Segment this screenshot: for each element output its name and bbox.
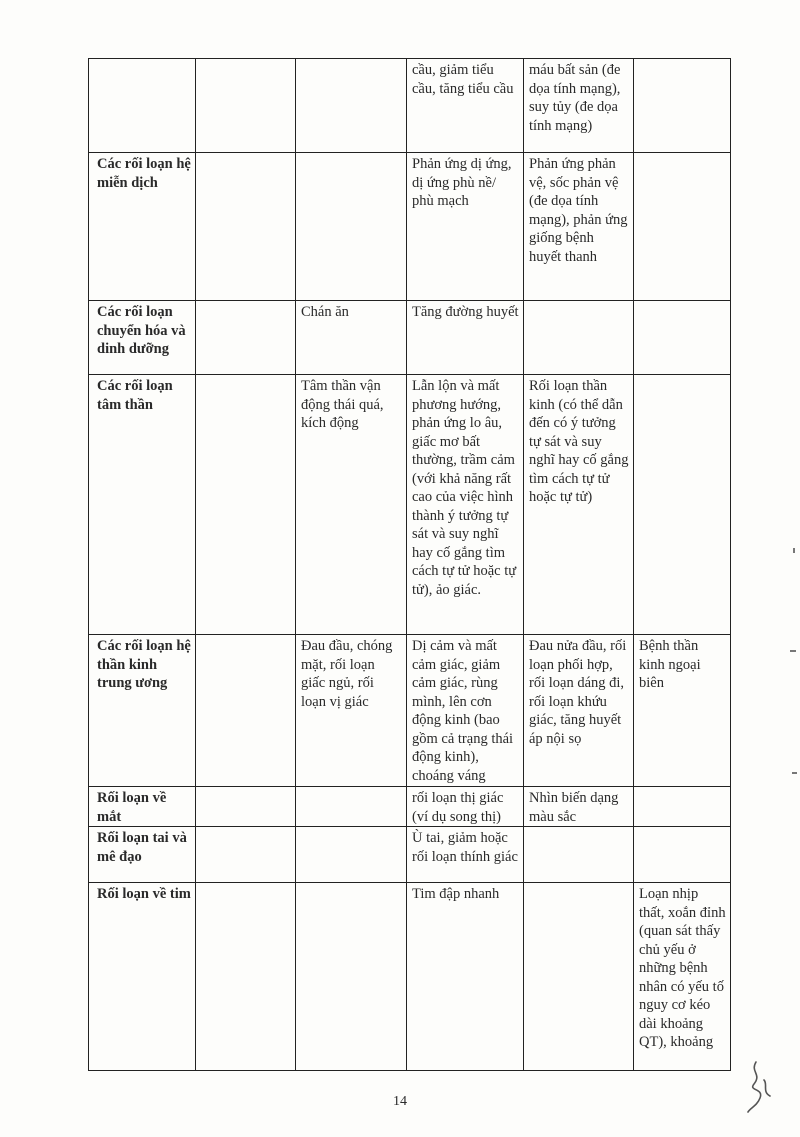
frequency-cell: Tim đập nhanh [407, 883, 524, 1071]
frequency-cell: Loạn nhịp thất, xoắn đỉnh (quan sát thấy chủ yếu ở những bệnh nhân có yếu tố nguy cơ kéo dài khoảng QT), khoảng [634, 883, 731, 1071]
frequency-cell: Đau đầu, chóng mặt, rối loạn giấc ngủ, rối loạn vị giác [296, 635, 407, 787]
frequency-cell: rối loạn thị giác (ví dụ song thị) [407, 787, 524, 827]
frequency-cell: Lẫn lộn và mất phương hướng, phản ứng lo âu, giấc mơ bất thường, trầm cảm (với khả năng rất cao của việc hình thành ý tưởng tự sát và suy nghĩ hay cố gắng tìm cách tự tử hoặc tự tử), ảo giác. [407, 375, 524, 635]
table-row [89, 827, 731, 883]
frequency-cell [196, 59, 296, 153]
frequency-cell: máu bất sản (đe dọa tính mạng), suy tủy (đe dọa tính mạng) [524, 59, 634, 153]
frequency-cell [296, 153, 407, 301]
frequency-cell [634, 59, 731, 153]
frequency-cell [524, 301, 634, 375]
frequency-cell: Bệnh thần kinh ngoại biên [634, 635, 731, 787]
row-category: Rối loạn về mắt [89, 787, 196, 827]
frequency-cell: Rối loạn thần kinh (có thể dẫn đến có ý tưởng tự sát và suy nghĩ hay cố gắng tìm cách tự tử hoặc tự tử) [524, 375, 634, 635]
page-number: 14 [393, 1094, 407, 1109]
row-category: Các rối loạn tâm thần [89, 375, 196, 635]
table-row [89, 375, 731, 635]
row-category: Các rối loạn hệ thần kinh trung ương [89, 635, 196, 787]
frequency-cell [196, 827, 296, 883]
frequency-cell [634, 375, 731, 635]
frequency-cell: Ù tai, giảm hoặc rối loạn thính giác [407, 827, 524, 883]
frequency-cell [196, 787, 296, 827]
table-row [89, 59, 731, 153]
frequency-cell [196, 635, 296, 787]
adverse-effects-table [88, 58, 731, 1071]
table-row [89, 787, 731, 827]
row-category: Các rối loạn hệ miễn dịch [89, 153, 196, 301]
frequency-cell: Phản ứng dị ứng, dị ứng phù nề/ phù mạch [407, 153, 524, 301]
scan-mark [792, 772, 797, 774]
row-category: Rối loạn về tim [89, 883, 196, 1071]
frequency-cell [296, 59, 407, 153]
frequency-cell: Tăng đường huyết [407, 301, 524, 375]
frequency-cell [196, 883, 296, 1071]
frequency-cell [296, 827, 407, 883]
row-category: Rối loạn tai và mê đạo [89, 827, 196, 883]
frequency-cell: Đau nửa đầu, rối loạn phối hợp, rối loạn dáng đi, rối loạn khứu giác, tăng huyết áp nội sọ [524, 635, 634, 787]
frequency-cell [196, 153, 296, 301]
frequency-cell [524, 827, 634, 883]
row-category [89, 59, 196, 153]
frequency-cell [196, 301, 296, 375]
frequency-cell: Phản ứng phản vệ, sốc phản vệ (đe dọa tính mạng), phản ứng giống bệnh huyết thanh [524, 153, 634, 301]
frequency-cell: Chán ăn [296, 301, 407, 375]
frequency-cell: cầu, giảm tiểu cầu, tăng tiểu cầu [407, 59, 524, 153]
frequency-cell [634, 301, 731, 375]
table-row [89, 635, 731, 787]
frequency-cell: Nhìn biến dạng màu sắc [524, 787, 634, 827]
frequency-cell [296, 787, 407, 827]
row-category: Các rối loạn chuyển hóa và dinh dưỡng [89, 301, 196, 375]
frequency-cell [634, 787, 731, 827]
handwritten-signature [742, 1058, 776, 1114]
scan-mark [790, 650, 796, 652]
frequency-cell: Tâm thần vận động thái quá, kích động [296, 375, 407, 635]
table-row [89, 883, 731, 1071]
frequency-cell: Dị cảm và mất cảm giác, giảm cảm giác, rùng mình, lên cơn động kinh (bao gồm cả trạng thái động kinh), choáng váng [407, 635, 524, 787]
frequency-cell [296, 883, 407, 1071]
frequency-cell [634, 827, 731, 883]
frequency-cell [524, 883, 634, 1071]
table-row [89, 153, 731, 301]
scan-mark [793, 548, 795, 553]
frequency-cell [196, 375, 296, 635]
table-row [89, 301, 731, 375]
frequency-cell [634, 153, 731, 301]
